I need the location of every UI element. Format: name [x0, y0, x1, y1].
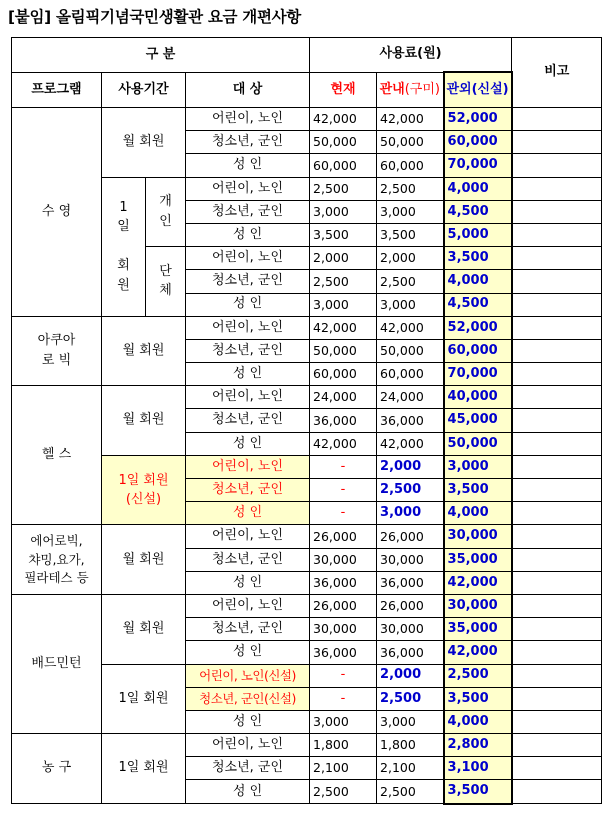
target-cell: 성 인 — [186, 571, 310, 594]
table-row — [12, 386, 602, 409]
inside-fee: 26,000 — [377, 525, 444, 548]
inside-fee: 24,000 — [377, 386, 444, 409]
note-cell — [512, 455, 602, 478]
outside-fee: 42,000 — [444, 641, 512, 664]
inside-fee: 42,000 — [377, 316, 444, 339]
current-fee: 2,500 — [310, 780, 377, 804]
inside-fee: 26,000 — [377, 594, 444, 617]
table-row — [12, 316, 602, 339]
inside-fee: 2,100 — [377, 757, 444, 780]
current-fee: - — [310, 479, 377, 502]
note-cell — [512, 131, 602, 154]
current-fee: 3,000 — [310, 200, 377, 223]
target-cell: 어린이, 노인 — [186, 734, 310, 757]
inside-fee: 3,500 — [377, 223, 444, 246]
inside-fee: 3,000 — [377, 200, 444, 223]
outside-fee: 3,500 — [444, 479, 512, 502]
outside-fee: 52,000 — [444, 316, 512, 339]
inside-fee: 42,000 — [377, 432, 444, 455]
program-badminton: 배드민턴 — [12, 594, 102, 733]
current-fee: 36,000 — [310, 571, 377, 594]
outside-fee: 3,100 — [444, 757, 512, 780]
target-cell: 어린이, 노인 — [186, 455, 310, 478]
target-cell: 어린이, 노인 — [186, 247, 310, 270]
outside-fee: 2,800 — [444, 734, 512, 757]
note-cell — [512, 502, 602, 525]
target-cell: 성 인 — [186, 154, 310, 177]
table-row — [12, 108, 602, 131]
note-cell — [512, 200, 602, 223]
target-cell: 성 인 — [186, 641, 310, 664]
current-fee: - — [310, 687, 377, 710]
type-individual: 개 인 — [146, 177, 186, 247]
current-fee: 36,000 — [310, 409, 377, 432]
header-inside: 관내(구미) — [377, 72, 444, 108]
period-monthly: 월 회원 — [102, 525, 186, 595]
outside-fee: 45,000 — [444, 409, 512, 432]
inside-fee: 60,000 — [377, 154, 444, 177]
outside-fee: 3,500 — [444, 780, 512, 804]
outside-fee: 30,000 — [444, 525, 512, 548]
program-health: 헬 스 — [12, 386, 102, 525]
note-cell — [512, 293, 602, 316]
target-cell: 어린이, 노인(신설) — [186, 664, 310, 687]
current-fee: 3,000 — [310, 293, 377, 316]
header-current: 현재 — [310, 72, 377, 108]
current-fee: - — [310, 455, 377, 478]
note-cell — [512, 479, 602, 502]
outside-fee: 50,000 — [444, 432, 512, 455]
note-cell — [512, 710, 602, 733]
table-row — [12, 734, 602, 757]
note-cell — [512, 757, 602, 780]
target-cell: 청소년, 군인 — [186, 270, 310, 293]
outside-fee: 30,000 — [444, 594, 512, 617]
period-daily-new: 1일 회원 (신설) — [102, 455, 186, 525]
target-cell: 청소년, 군인 — [186, 131, 310, 154]
inside-fee: 2,500 — [377, 687, 444, 710]
target-cell: 성 인 — [186, 223, 310, 246]
note-cell — [512, 154, 602, 177]
target-cell: 청소년, 군인 — [186, 618, 310, 641]
outside-fee: 2,500 — [444, 664, 512, 687]
target-cell: 청소년, 군인 — [186, 548, 310, 571]
inside-fee: 2,000 — [377, 664, 444, 687]
target-cell: 성 인 — [186, 432, 310, 455]
current-fee: 60,000 — [310, 154, 377, 177]
inside-fee: 30,000 — [377, 618, 444, 641]
current-fee: 3,500 — [310, 223, 377, 246]
header-target: 대 상 — [186, 72, 310, 108]
note-cell — [512, 363, 602, 386]
inside-fee: 2,000 — [377, 247, 444, 270]
inside-fee: 2,500 — [377, 780, 444, 804]
note-cell — [512, 780, 602, 804]
period-monthly: 월 회원 — [102, 108, 186, 178]
inside-fee: 36,000 — [377, 571, 444, 594]
outside-fee: 60,000 — [444, 131, 512, 154]
current-fee: 26,000 — [310, 594, 377, 617]
outside-fee: 4,000 — [444, 710, 512, 733]
note-cell — [512, 270, 602, 293]
outside-fee: 40,000 — [444, 386, 512, 409]
header-period: 사용기간 — [102, 72, 186, 108]
type-group: 단 체 — [146, 247, 186, 317]
target-cell: 성 인 — [186, 710, 310, 733]
note-cell — [512, 108, 602, 131]
target-cell: 어린이, 노인 — [186, 108, 310, 131]
current-fee: 2,500 — [310, 177, 377, 200]
target-cell: 어린이, 노인 — [186, 525, 310, 548]
period-monthly: 월 회원 — [102, 316, 186, 386]
inside-fee: 42,000 — [377, 108, 444, 131]
document-title: [붙임] 올림픽기념국민생활관 요금 개편사항 — [8, 8, 301, 26]
note-cell — [512, 432, 602, 455]
outside-fee: 35,000 — [444, 618, 512, 641]
note-cell — [512, 386, 602, 409]
program-aqua: 아쿠아 로 빅 — [12, 316, 102, 386]
header-fee: 사용료(원) — [310, 38, 512, 73]
target-cell: 청소년, 군인(신설) — [186, 687, 310, 710]
current-fee: - — [310, 664, 377, 687]
period-monthly: 월 회원 — [102, 386, 186, 456]
note-cell — [512, 339, 602, 362]
target-cell: 어린이, 노인 — [186, 316, 310, 339]
current-fee: 36,000 — [310, 641, 377, 664]
outside-fee: 4,000 — [444, 177, 512, 200]
program-swim: 수 영 — [12, 108, 102, 317]
outside-fee: 42,000 — [444, 571, 512, 594]
note-cell — [512, 548, 602, 571]
note-cell — [512, 618, 602, 641]
header-program: 프로그램 — [12, 72, 102, 108]
current-fee: 42,000 — [310, 432, 377, 455]
note-cell — [512, 687, 602, 710]
target-cell: 청소년, 군인 — [186, 339, 310, 362]
period-monthly: 월 회원 — [102, 594, 186, 664]
outside-fee: 70,000 — [444, 363, 512, 386]
target-cell: 청소년, 군인 — [186, 409, 310, 432]
outside-fee: 4,500 — [444, 293, 512, 316]
outside-fee: 70,000 — [444, 154, 512, 177]
note-cell — [512, 223, 602, 246]
note-cell — [512, 409, 602, 432]
target-cell: 청소년, 군인 — [186, 479, 310, 502]
inside-fee: 50,000 — [377, 339, 444, 362]
header-outside: 관외(신설) — [444, 72, 512, 108]
fee-table — [11, 37, 602, 805]
current-fee: 2,100 — [310, 757, 377, 780]
inside-fee: 1,800 — [377, 734, 444, 757]
inside-fee: 3,000 — [377, 710, 444, 733]
current-fee: 2,500 — [310, 270, 377, 293]
inside-fee: 36,000 — [377, 641, 444, 664]
current-fee: 42,000 — [310, 316, 377, 339]
outside-fee: 3,500 — [444, 247, 512, 270]
outside-fee: 5,000 — [444, 223, 512, 246]
target-cell: 성 인 — [186, 293, 310, 316]
current-fee: 60,000 — [310, 363, 377, 386]
current-fee: 24,000 — [310, 386, 377, 409]
note-cell — [512, 571, 602, 594]
note-cell — [512, 664, 602, 687]
current-fee: 2,000 — [310, 247, 377, 270]
current-fee: 30,000 — [310, 618, 377, 641]
current-fee: 30,000 — [310, 548, 377, 571]
target-cell: 성 인 — [186, 502, 310, 525]
period-daily: 1일 회원 — [102, 664, 186, 734]
outside-fee: 4,500 — [444, 200, 512, 223]
program-basketball: 농 구 — [12, 734, 102, 804]
outside-fee: 3,000 — [444, 455, 512, 478]
inside-fee: 2,500 — [377, 270, 444, 293]
note-cell — [512, 734, 602, 757]
current-fee: 26,000 — [310, 525, 377, 548]
inside-fee: 3,000 — [377, 502, 444, 525]
outside-fee: 4,000 — [444, 270, 512, 293]
current-fee: - — [310, 502, 377, 525]
header-note: 비고 — [512, 38, 602, 108]
note-cell — [512, 594, 602, 617]
target-cell: 어린이, 노인 — [186, 594, 310, 617]
outside-fee: 3,500 — [444, 687, 512, 710]
outside-fee: 35,000 — [444, 548, 512, 571]
outside-fee: 52,000 — [444, 108, 512, 131]
table-row — [12, 594, 602, 617]
target-cell: 어린이, 노인 — [186, 177, 310, 200]
program-aerobic: 에어로빅, 챠밍,요가, 필라테스 등 — [12, 525, 102, 595]
outside-fee: 4,000 — [444, 502, 512, 525]
note-cell — [512, 641, 602, 664]
current-fee: 1,800 — [310, 734, 377, 757]
target-cell: 성 인 — [186, 780, 310, 804]
inside-fee: 30,000 — [377, 548, 444, 571]
target-cell: 성 인 — [186, 363, 310, 386]
outside-fee: 60,000 — [444, 339, 512, 362]
inside-fee: 3,000 — [377, 293, 444, 316]
inside-fee: 2,000 — [377, 455, 444, 478]
inside-fee: 2,500 — [377, 479, 444, 502]
note-cell — [512, 525, 602, 548]
note-cell — [512, 316, 602, 339]
current-fee: 50,000 — [310, 131, 377, 154]
note-cell — [512, 247, 602, 270]
period-daily-vertical: 1 일 회 원 — [102, 177, 146, 316]
current-fee: 3,000 — [310, 710, 377, 733]
period-daily: 1일 회원 — [102, 734, 186, 804]
inside-fee: 36,000 — [377, 409, 444, 432]
note-cell — [512, 177, 602, 200]
inside-fee: 60,000 — [377, 363, 444, 386]
current-fee: 42,000 — [310, 108, 377, 131]
current-fee: 50,000 — [310, 339, 377, 362]
target-cell: 청소년, 군인 — [186, 757, 310, 780]
inside-fee: 2,500 — [377, 177, 444, 200]
inside-fee: 50,000 — [377, 131, 444, 154]
table-row — [12, 525, 602, 548]
header-gubun: 구 분 — [12, 38, 310, 73]
target-cell: 어린이, 노인 — [186, 386, 310, 409]
target-cell: 청소년, 군인 — [186, 200, 310, 223]
